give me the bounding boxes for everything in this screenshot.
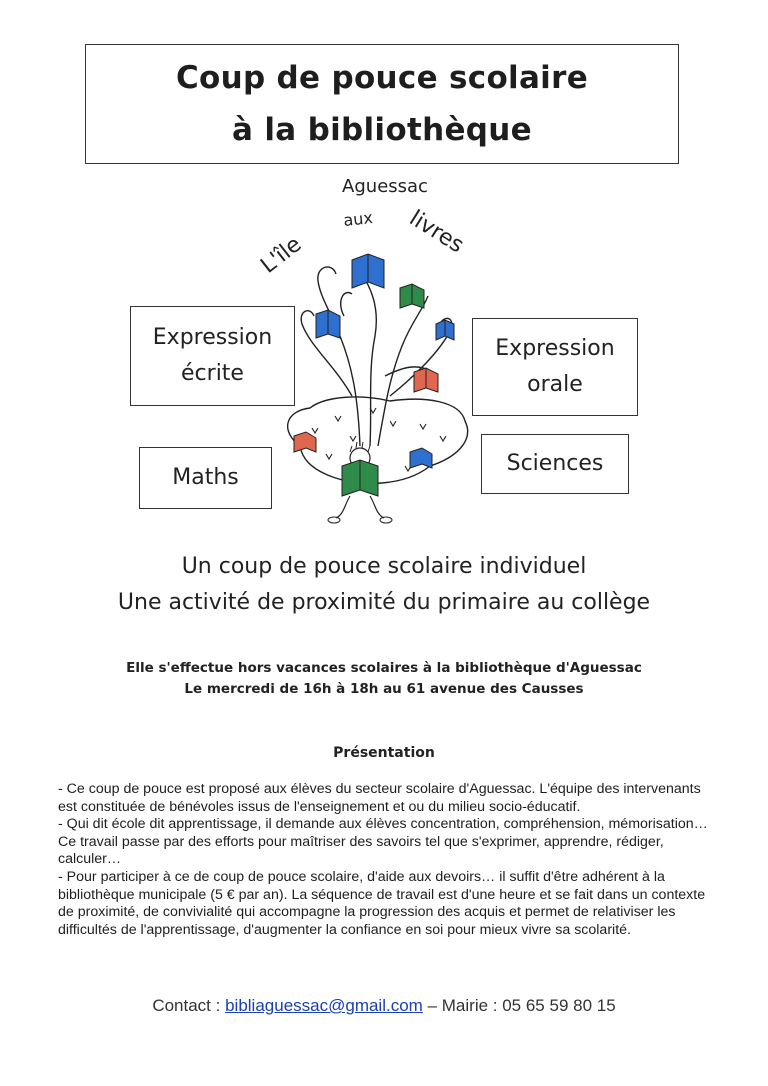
logo-arc-word-aux: aux <box>342 208 374 230</box>
book-icon-red-ground <box>294 432 316 452</box>
presentation-paragraph-1: - Ce coup de pouce est proposé aux élèves du secteur scolaire d'Aguessac. L'équipe des intervenants est constituée de bénévoles issus de l'enseignement et ou du milieu socio-éducatif. <box>58 781 701 815</box>
title-line-1: Coup de pouce scolaire <box>175 60 589 96</box>
book-icon-green <box>400 284 424 308</box>
logo-town-name: Aguessac <box>342 176 428 197</box>
title-box <box>85 44 679 164</box>
book-icon-red-right <box>414 368 438 392</box>
contact-label: Contact : <box>152 996 221 1015</box>
logo-arc-word-livres: livres <box>404 205 468 259</box>
subject-box-expression-ecrite <box>130 306 295 406</box>
subject-box-sciences <box>481 434 629 494</box>
contact-line <box>0 996 768 1016</box>
presentation-body <box>58 781 718 939</box>
headline-line-1: Un coup de pouce scolaire individuel <box>181 554 587 579</box>
subject-label-maths: Maths <box>172 465 239 490</box>
contact-mairie: Mairie : 05 65 59 80 15 <box>441 996 616 1015</box>
schedule-line-2: Le mercredi de 16h à 18h au 61 avenue des Causses <box>184 681 584 697</box>
contact-separator: – <box>427 996 438 1015</box>
subject-label-sciences: Sciences <box>506 451 604 476</box>
tree-branches <box>301 260 452 446</box>
subject-box-expression-orale <box>472 318 638 416</box>
subject-box-maths <box>139 447 272 509</box>
subject-label-expression-2: Expression <box>495 336 615 361</box>
book-icon-blue-ground <box>410 448 432 468</box>
logo-arc-word-ile: L'île <box>256 231 307 279</box>
presentation-heading: Présentation <box>333 745 435 761</box>
subject-label-expression: Expression <box>152 325 273 350</box>
presentation-paragraph-2: - Qui dit école dit apprentissage, il demande aux élèves concentration, compréhension, mémorisation… Ce travail passe par des efforts pour maîtriser des savoirs tel que s'exprimer, apprendre, rédiger, calculer… <box>58 816 708 868</box>
book-icon-blue-right <box>436 320 454 340</box>
presentation-paragraph-3: - Pour participer à ce de coup de pouce scolaire, d'aide aux devoirs… il suffit d'être adhérent à la bibliothèque municipale (5 € par an). La séquence de travail est d'une heure et se fait dans un contexte de proximité, de convivialité qui accompagne la progression des acquis et permet de relativiser les difficultés de l'apprentissage, d'augmenter la confiance en soi pour mieux vivre sa scolarité. <box>58 868 706 938</box>
subject-label-orale: orale <box>527 372 583 397</box>
subject-label-ecrite: écrite <box>181 361 244 386</box>
contact-email-link[interactable]: bibliaguessac@gmail.com <box>225 996 423 1015</box>
headline-line-2: Une activité de proximité du primaire au collège <box>117 590 651 615</box>
title-line-2: à la bibliothèque <box>232 112 532 148</box>
book-icon-blue-left <box>316 310 340 338</box>
schedule-line-1: Elle s'effectue hors vacances scolaires à la bibliothèque d'Aguessac <box>126 660 642 676</box>
book-icon-blue-top <box>352 254 384 288</box>
